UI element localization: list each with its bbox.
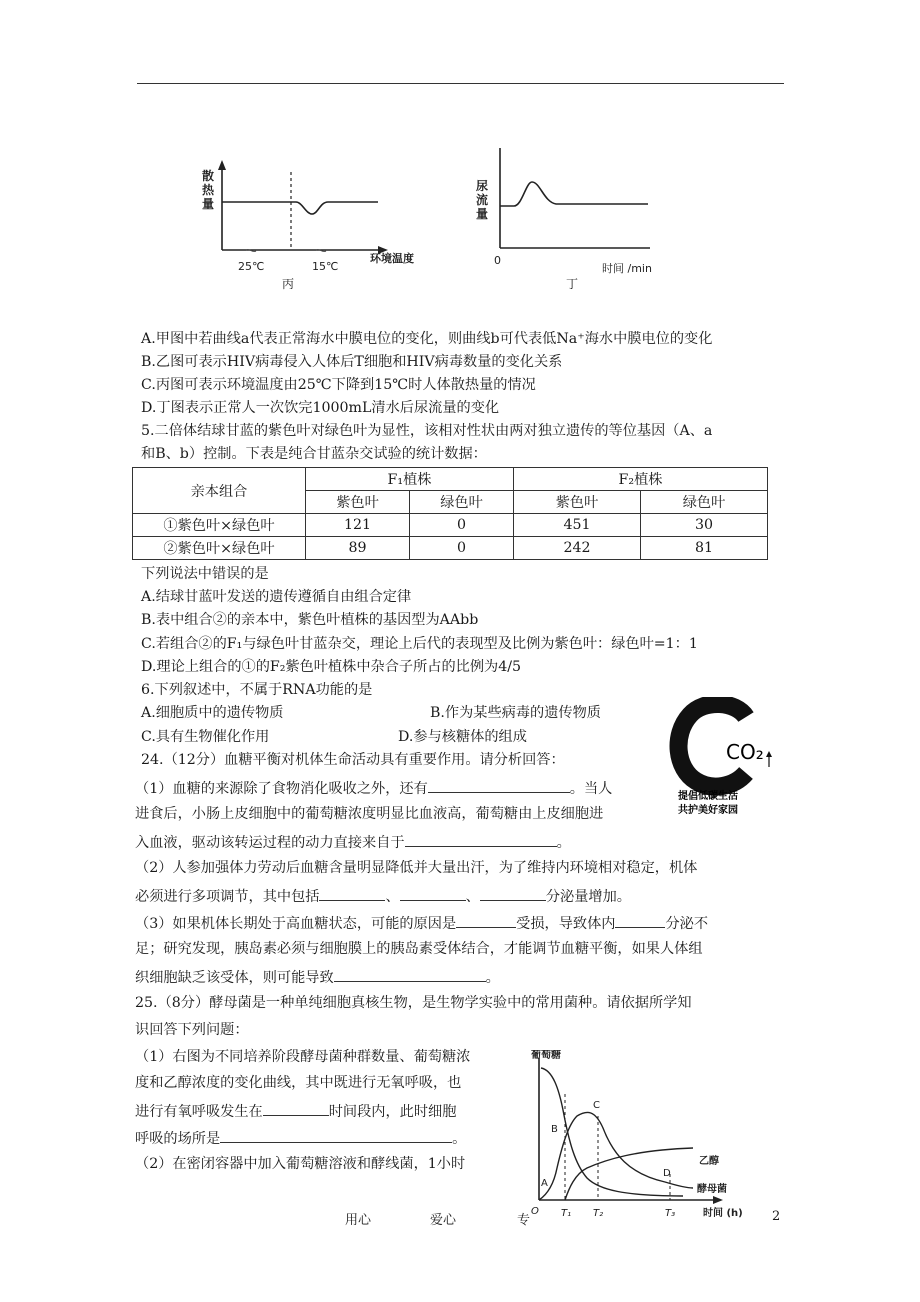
q25-stem-line2: 识回答下列问题： (135, 1022, 249, 1038)
q25-stem-line1: 25.（8分）酵母菌是一种单纯细胞真核生物，是生物学实验中的常用菌种。请依据所学知 (135, 995, 692, 1011)
tick-t3: T₃ (665, 1208, 676, 1219)
q24-part2-line1: （2）人参加强体力劳动后血糖含量明显降低并大量出汗，为了维持内环境相对稳定，机体 (135, 860, 698, 876)
origin-label: 0 (494, 254, 501, 267)
xlabel-temp: 环境温度 (370, 252, 414, 265)
page-number: 2 (772, 1209, 781, 1224)
ylabel-ch3: 量 (202, 197, 215, 211)
header-f1-purple: 紫色叶 (306, 491, 410, 514)
answer-blank[interactable] (405, 831, 557, 847)
answer-blank[interactable] (263, 1100, 329, 1116)
figure-ding (470, 138, 670, 298)
ylabel-ch2: 流 (476, 193, 489, 207)
ylabel-ch1: 散 (202, 169, 215, 183)
q5-option-d: D.理论上组合的①的F₂紫色叶植株中杂合子所占的比例为4/5 (141, 659, 522, 675)
point-a: A (541, 1178, 548, 1189)
q24-part3-line3: 织细胞缺乏该受体，则可能导致 。 (135, 966, 500, 988)
table-row: ②紫色叶×绿色叶 89 0 242 81 (133, 537, 768, 560)
figure-name-ding: 丁 (566, 277, 579, 291)
header-f1-green: 绿色叶 (410, 491, 514, 514)
q25-part2-line1: （2）在密闭容器中加入葡萄糖溶液和酵线菌，1小时 (135, 1156, 466, 1172)
answer-blank[interactable] (615, 912, 665, 928)
q5-option-a: A.结球甘蓝叶发送的遗传遵循自由组合定律 (141, 589, 412, 605)
ylabel-ch1: 尿 (476, 179, 489, 193)
q4-option-b: B.乙图可表示HIV病毒侵入人体后T细胞和HIV病毒数量的变化关系 (141, 354, 563, 370)
q24-stem: 24.（12分）血糖平衡对机体生命活动具有重要作用。请分析回答： (141, 752, 565, 768)
q6-option-b: B.作为某些病毒的遗传物质 (430, 705, 601, 721)
logo-formula: CO₂ (726, 740, 764, 764)
q25-part1-line2: 度和乙醇浓度的变化曲线，其中既进行无氧呼吸，也 (135, 1075, 462, 1091)
footer-word1: 用心 (345, 1213, 372, 1228)
tick-t1: T₁ (561, 1208, 572, 1219)
q24-part3-line1: （3）如果机体长期处于高血糖状态，可能的原因是 受损，导致体内 分泌不 (135, 912, 708, 934)
label-yeast: 酵母菌 (697, 1184, 727, 1195)
tick-t2: T₂ (593, 1208, 604, 1219)
header-f1: F₁植株 (306, 468, 514, 491)
footer-word3: 专 (517, 1213, 531, 1228)
answer-blank[interactable] (480, 885, 546, 901)
tick-15: 15℃ (312, 260, 339, 273)
footer-word2: 爱心 (430, 1213, 457, 1228)
q6-option-c: C.具有生物催化作用 (141, 729, 270, 745)
q25-part1-line4: 呼吸的场所是 。 (135, 1127, 466, 1149)
q25-part1-line3: 进行有氧呼吸发生在 时间段内，此时细胞 (135, 1100, 456, 1122)
header-f2-purple: 紫色叶 (514, 491, 641, 514)
ylabel-ch2: 热 (202, 183, 215, 197)
point-c: C (593, 1100, 600, 1111)
xlabel-time: 时间 (h) (703, 1208, 743, 1219)
origin-o: O (531, 1206, 539, 1217)
label-glucose: 葡萄糖 (531, 1050, 561, 1061)
heat-curve (222, 202, 378, 214)
q5-stem-line1: 5.二倍体结球甘蓝的紫色叶对绿色叶为显性，该相对性状由两对独立遗传的等位基因（A、a (141, 423, 713, 439)
q5-option-b: B.表中组合②的亲本中，紫色叶植株的基因型为AAbb (141, 612, 479, 628)
tick-25: 25℃ (238, 260, 265, 273)
q24-part1-line2: 进食后，小肠上皮细胞中的葡萄糖浓度明显比血液高，葡萄糖由上皮细胞进 (135, 806, 604, 822)
q4-option-d: D.丁图表示正常人一次饮完1000mL清水后尿流量的变化 (141, 400, 500, 416)
label-ethanol: 乙醇 (699, 1156, 719, 1167)
answer-blank[interactable] (428, 777, 570, 793)
q24-part3-line2: 足；研究发现，胰岛素必须与细胞膜上的胰岛素受体结合，才能调节血糖平衡，如果人体组 (135, 941, 703, 957)
answer-blank[interactable] (319, 885, 385, 901)
q24-part1-line3: 入血液，驱动该转运过程的动力直接来自于 。 (135, 831, 571, 853)
ylabel-ch3: 量 (476, 207, 489, 221)
q4-option-a: A.甲图中若曲线a代表正常海水中膜电位的变化，则曲线b可代表低Na⁺海水中膜电位的变化 (141, 331, 713, 347)
header-f2-green: 绿色叶 (641, 491, 768, 514)
q6-option-a: A.细胞质中的遗传物质 (141, 705, 284, 721)
header-rule (137, 83, 784, 84)
glucose-curve (541, 1068, 683, 1196)
q25-part1-line1: （1）右图为不同培养阶段酵母菌种群数量、葡萄糖浓 (135, 1049, 471, 1065)
point-d: D (663, 1168, 671, 1179)
figure-bing (190, 158, 440, 298)
q24-part2-line2: 必须进行多项调节，其中包括 、 、 分泌量增加。 (135, 885, 631, 907)
figure-yeast (525, 1050, 775, 1225)
table-row: ①紫色叶×绿色叶 121 0 451 30 (133, 514, 768, 537)
logo-line1: 提倡低碳生活 (678, 791, 738, 802)
answer-blank[interactable] (334, 966, 486, 982)
answer-blank[interactable] (220, 1127, 452, 1143)
q24-part1-line1: （1）血糖的来源除了食物消化吸收之外，还有 。当人 (135, 777, 612, 799)
xlabel-time: 时间 /min (602, 262, 652, 275)
answer-blank[interactable] (400, 885, 466, 901)
header-parent: 亲本组合 (133, 468, 306, 514)
q5-stem-line2: 和B、b）控制。下表是纯合甘蓝杂交试验的统计数据： (141, 446, 487, 462)
q5-question: 下列说法中错误的是 (141, 566, 269, 582)
header-f2: F₂植株 (514, 468, 768, 491)
answer-blank[interactable] (456, 912, 516, 928)
q4-option-c: C.丙图可表示环境温度由25℃下降到15℃时人体散热量的情况 (141, 377, 536, 393)
q5-option-c: C.若组合②的F₁与绿色叶甘蓝杂交，理论上后代的表现型及比例为紫色叶：绿色叶=1：1 (141, 636, 698, 652)
q6-stem: 6.下列叙述中，不属于RNA功能的是 (141, 682, 373, 698)
q6-option-d: D.参与核糖体的组成 (398, 729, 527, 745)
point-b: B (551, 1124, 558, 1135)
cross-table (132, 467, 768, 560)
logo-line2: 共护美好家园 (678, 805, 738, 815)
figure-name-bing: 丙 (282, 277, 295, 291)
low-carbon-logo (668, 697, 778, 819)
urine-curve (500, 182, 648, 206)
